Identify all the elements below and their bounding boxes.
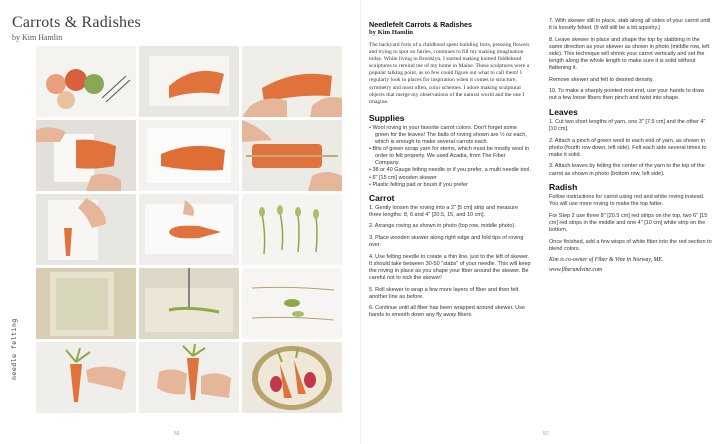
carrot-step: 4. Use felting needle to create a thin line, just to the left of skewer. It should take between 30-50 "stabs" of your needle. This will keep the roving in place as you shape your fiber around the skewer. Be careful not to nick the skewer! <box>369 253 531 281</box>
carrot-step: 2. Arrange roving as shown in photo (top row, middle photo). <box>369 223 516 230</box>
photo-felted-carrot <box>139 194 239 265</box>
supplies-list <box>369 125 531 189</box>
photo-shape-top <box>36 194 136 265</box>
carrot-step: 8. Leave skewer in place and shape the top by stabbing in the same direction as your skewer as shown in photo (middle row, left side). This technique will shrink your carrot vertically and set the length along the whole length to make sure it is solid without flattening it. <box>549 36 710 72</box>
supply-item: • Plastic felting pad or brush if you prefer <box>369 181 468 188</box>
leaves-step: 1. Cut two short lengths of yarn, one 3" [7.5 cm] and the other 4" [10 cm]. <box>549 118 706 133</box>
article-byline: by Kim Hamlin <box>369 29 413 36</box>
radish-step: For Step 2 use three 8" [20.5 cm] red strips on the top, two 6" [15 cm] red strips in the middle and one 4" [10 cm] white strip on the bottom. <box>549 212 708 233</box>
text-column-left <box>369 20 531 324</box>
page-title: Carrots & Radishes <box>12 14 141 31</box>
carrot-step: 1. Gently loosen the roving into a 2" [5 cm] strip and measure three lengths: 8, 6 and 4" [20.5, 15, and 10 cm]. <box>369 204 519 218</box>
page-number-right: 57 <box>543 431 549 437</box>
intro-paragraph: The backyard forts of a childhood spent building forts, pressing flowers and trying to spot on fairies, continues to fill my making imagination today. While living in Brooklyn, I started making knitted fiddlehead sculptures to remind me of my home in Maine. These sculptures were a popular talking point, as so few could figure out what to call them! I regularly look to places for inspiration when it comes to structure, symmetry and most often, color schemes. I adore making sculptural objects that merge my observations of the natural world and the one I imagine. <box>369 42 530 105</box>
photo-roving-balls <box>36 46 136 117</box>
page-number-left: 56 <box>174 431 180 437</box>
supply-item: • 38 or 40 Gauge felting needle or if you prefer, a multi needle tool. <box>369 167 531 174</box>
leaves-step: 3. Attach leaves by felting the center of the yarn to the top of the carrot as shown in photo (bottom row, left side). <box>549 163 705 177</box>
right-page <box>360 0 720 444</box>
radish-heading: Radish <box>549 182 578 193</box>
radish-step: Once finished, add a few wisps of white fiber into the red section to blend colors. <box>549 238 712 252</box>
leaves-step: 2. Attach a pinch of green wool to each end of yarn, as shown in photo (fourth row down, left side). Felt each side several times to make it solid. <box>549 137 707 158</box>
supplies-heading: Supplies <box>369 112 405 123</box>
carrot-step: 3. Place wooden skewer along right edge and fold tips of roving over. <box>369 234 524 249</box>
carrot-step: 10. To make a sharply pointed root end, use your hands to draw out a few loose fibers then pinch and twist into shape. <box>549 88 705 102</box>
carrot-step: 7. With skewer still in place, stab along all sides of your carrot until it is loosely felted. (It will still be a bit squishy.) <box>549 18 711 32</box>
photo-felt-leaves <box>36 268 136 339</box>
photo-plate-veggies <box>242 342 342 413</box>
author-credit: Kim is co-owner of Fiber & Vine in Norway, ME. <box>549 257 664 264</box>
page-byline: by Kim Hamlin <box>12 33 63 42</box>
article-title: Needlefelt Carrots & Radishes <box>369 20 473 29</box>
supply-item: • Bits of green scrap yarn for stems, which must be mostly wool in order to felt properly. We used Acadia, from The Fiber Company. <box>369 146 529 167</box>
photo-needle-tool <box>139 268 239 339</box>
photo-fold-tips <box>36 120 136 191</box>
photo-finished-carrot <box>139 342 239 413</box>
radish-step: Follow instructions for carrot using red and white roving instead. You will use more roving to make the top fatter. <box>549 194 705 208</box>
supply-item: • Wool roving in your favorite carrot colors. Don't forget some green for the leaves! The balls of roving shown are ½ oz each, which is enough to make several carrots each. <box>369 124 527 146</box>
supply-item: • 6" [15 cm] wooden skewer <box>369 174 437 181</box>
photo-grid <box>36 46 342 413</box>
text-column-right <box>549 18 713 274</box>
carrot-heading: Carrot <box>369 192 395 203</box>
carrot-step: 5. Roll skewer to wrap a few more layers of fiber and then felt another line as before. <box>369 286 519 300</box>
photo-attach-leaves <box>36 342 136 413</box>
photo-hands-folding <box>242 46 342 117</box>
photo-felting-line <box>139 120 239 191</box>
photo-yarn-leaves <box>242 194 342 265</box>
section-tab: needle felting <box>10 318 18 380</box>
author-website: www.fiberandvine.com <box>549 266 603 273</box>
photo-leaf-stems <box>242 268 342 339</box>
photo-roll-skewer <box>242 120 342 191</box>
leaves-heading: Leaves <box>549 106 578 117</box>
photo-arrange-roving <box>139 46 239 117</box>
carrot-step: 6. Continue until all fiber has been wrapped around skewer. Use hands to smooth down any fly away fibers. <box>369 305 525 319</box>
carrot-step: Remove skewer and felt to desired density. <box>549 76 654 83</box>
